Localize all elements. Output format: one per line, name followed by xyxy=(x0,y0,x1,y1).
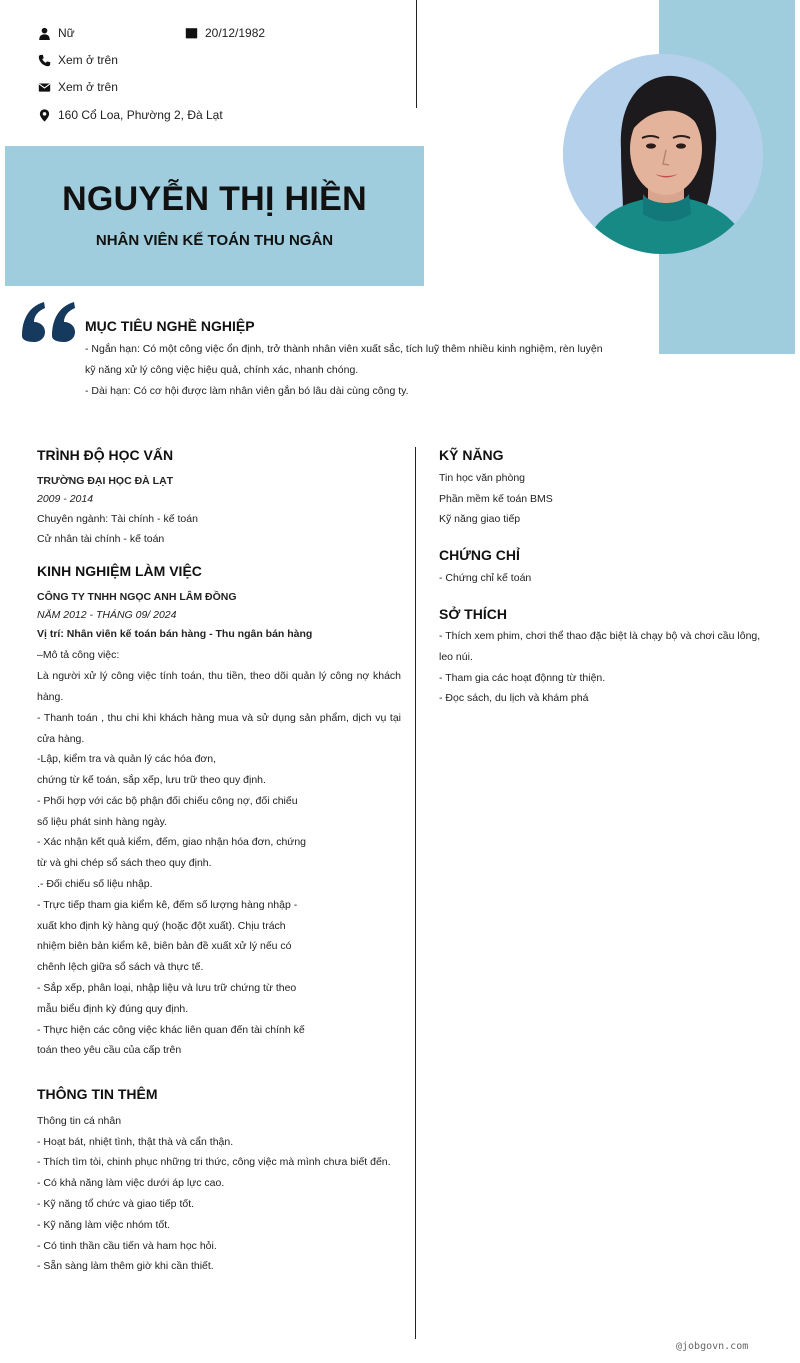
quote-icon xyxy=(20,296,80,346)
education-major: Chuyên ngành: Tài chính - kế toán xyxy=(37,513,198,525)
candidate-name: NGUYỄN THỊ HIỀN xyxy=(62,180,367,218)
experience-desc-label: –Mô tả công việc: xyxy=(37,649,120,661)
certificates-heading: CHỨNG CHỈ xyxy=(439,547,520,563)
experience-line: từ và ghi chép sổ sách theo quy định. xyxy=(37,857,212,869)
hobbies-heading: SỞ THÍCH xyxy=(439,606,507,622)
skill-item: Kỹ năng giao tiếp xyxy=(439,513,521,525)
calendar-icon xyxy=(184,26,198,40)
education-period: 2009 - 2014 xyxy=(37,493,94,505)
email-icon xyxy=(37,80,51,94)
skill-item: Phần mềm kế toán BMS xyxy=(439,493,553,505)
experience-line: xuất kho định kỳ hàng quý (hoặc đột xuất). Chịu trách xyxy=(37,920,286,932)
additional-line: - Thích tìm tòi, chinh phục những tri thức, công việc mà mình chưa biết đến. xyxy=(37,1156,391,1168)
objective-line: kỹ năng xử lý công việc hiệu quả, chính xác, nhanh chóng. xyxy=(85,364,359,376)
location-icon xyxy=(37,108,51,122)
contact-phone xyxy=(37,53,118,67)
birthday-value: 20/12/1982 xyxy=(205,26,266,40)
hobby-line: leo núi. xyxy=(439,651,473,663)
objective-line: - Dài hạn: Có cơ hội được làm nhân viên gắn bó lâu dài cùng công ty. xyxy=(85,385,409,397)
additional-line: Thông tin cá nhân xyxy=(37,1115,122,1127)
additional-line: - Hoạt bát, nhiệt tình, thật thà và cẩn thận. xyxy=(37,1136,234,1148)
experience-line: số liệu phát sinh hàng ngày. xyxy=(37,816,167,828)
experience-line: - Xác nhận kết quả kiểm, đếm, giao nhận hóa đơn, chứng xyxy=(37,836,307,848)
profile-photo xyxy=(563,54,763,254)
education-degree: Cử nhân tài chính - kế toán xyxy=(37,533,165,545)
hobby-line: - Thích xem phim, chơi thể thao đặc biệt là chạy bộ và chơi cầu lông, xyxy=(439,630,761,642)
person-icon xyxy=(37,26,51,40)
objective-heading: MỤC TIÊU NGHỀ NGHIỆP xyxy=(85,318,255,334)
column-divider xyxy=(415,447,416,1339)
additional-heading: THÔNG TIN THÊM xyxy=(37,1086,158,1102)
experience-line: - Thực hiện các công việc khác liên quan đến tài chính kế xyxy=(37,1024,305,1036)
contact-address xyxy=(37,108,223,122)
objective-line: - Ngắn hạn: Có một công việc ổn định, trở thành nhân viên xuất sắc, tích luỹ thêm nhiều kinh nghiệm, rèn luyện xyxy=(85,343,603,355)
experience-line: -Lập, kiểm tra và quản lý các hóa đơn, xyxy=(37,753,217,765)
certificate-item: - Chứng chỉ kế toán xyxy=(439,572,532,584)
watermark: @jobgovn.com xyxy=(676,1341,749,1352)
contact-birthday xyxy=(184,26,265,40)
gender-value: Nữ xyxy=(58,26,75,40)
experience-paragraph: Là người xử lý công việc tính toán, thu tiền, theo dõi quản lý công nợ khách hàng. xyxy=(37,670,401,703)
phone-value: Xem ở trên xyxy=(58,53,118,67)
additional-line: - Có khả năng làm việc dưới áp lực cao. xyxy=(37,1177,225,1189)
experience-company: CÔNG TY TNHH NGỌC ANH LÂM ĐỒNG xyxy=(37,591,237,603)
experience-line: toán theo yêu cầu của cấp trên xyxy=(37,1044,182,1056)
additional-line: - Sẵn sàng làm thêm giờ khi cần thiết. xyxy=(37,1260,214,1272)
address-value: 160 Cổ Loa, Phường 2, Đà Lạt xyxy=(58,108,223,122)
contact-gender xyxy=(37,26,75,40)
email-value: Xem ở trên xyxy=(58,80,118,94)
experience-heading: KINH NGHIỆM LÀM VIỆC xyxy=(37,563,202,579)
experience-paragraph: - Thanh toán , thu chi khi khách hàng mua và sử dụng sản phẩm, dịch vụ tại cửa hàng. xyxy=(37,712,401,745)
experience-line: nhiệm biên bản kiểm kê, biên bản đề xuất xử lý nếu có xyxy=(37,940,292,952)
hobby-line: - Tham gia các hoạt độnng từ thiện. xyxy=(439,672,606,684)
name-banner xyxy=(5,146,424,286)
education-school: TRƯỜNG ĐẠI HỌC ĐÀ LẠT xyxy=(37,475,174,487)
additional-line: - Có tinh thần cầu tiến và ham học hỏi. xyxy=(37,1240,217,1252)
experience-line: mẫu biểu định kỳ đúng quy định. xyxy=(37,1003,189,1015)
experience-line: .- Đối chiếu số liệu nhập. xyxy=(37,878,153,890)
experience-line: - Phối hợp với các bộ phận đối chiếu công nợ, đối chiếu xyxy=(37,795,298,807)
phone-icon xyxy=(37,53,51,67)
additional-line: - Kỹ năng tổ chức và giao tiếp tốt. xyxy=(37,1198,195,1210)
header-divider xyxy=(416,0,417,108)
skill-item: Tin học văn phòng xyxy=(439,472,526,484)
skills-heading: KỸ NĂNG xyxy=(439,447,504,463)
contact-email xyxy=(37,80,118,94)
experience-line: chênh lệch giữa sổ sách và thực tế. xyxy=(37,961,204,973)
education-heading: TRÌNH ĐỘ HỌC VẤN xyxy=(37,447,174,463)
experience-line: chứng từ kế toán, sắp xếp, lưu trữ theo quy định. xyxy=(37,774,266,786)
experience-line: - Sắp xếp, phân loại, nhập liệu và lưu trữ chứng từ theo xyxy=(37,982,297,994)
experience-line: - Trực tiếp tham gia kiểm kê, đếm số lượng hàng nhập - xyxy=(37,899,298,911)
job-title: NHÂN VIÊN KẾ TOÁN THU NGÂN xyxy=(95,232,334,249)
experience-position: Vị trí: Nhân viên kế toán bán hàng - Thu ngân bán hàng xyxy=(37,628,313,640)
additional-line: - Kỹ năng làm việc nhóm tốt. xyxy=(37,1219,171,1231)
experience-period: NĂM 2012 - THÁNG 09/ 2024 xyxy=(37,609,177,621)
hobby-line: - Đọc sách, du lịch và khám phá xyxy=(439,692,589,704)
